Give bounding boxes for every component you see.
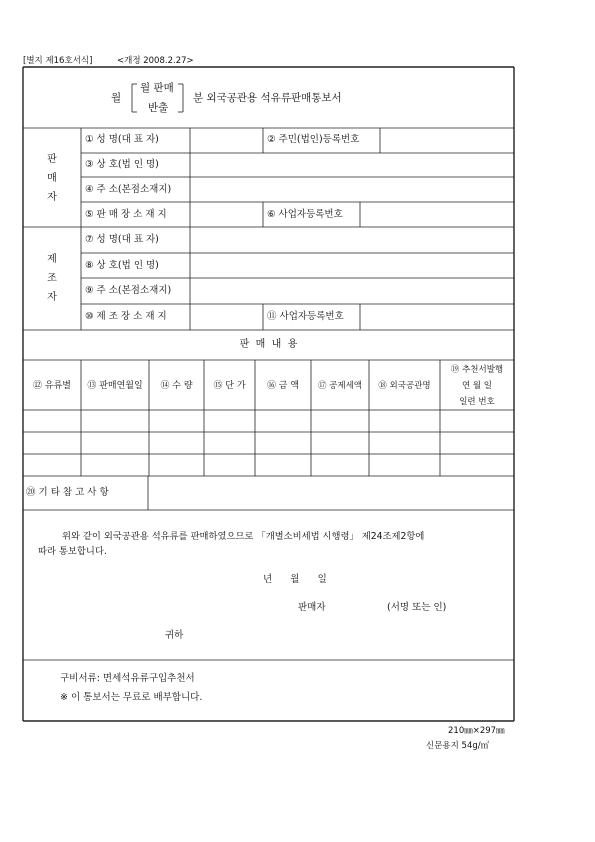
maker-name-label: ⑦ 성 명(대 표 자) — [85, 234, 159, 245]
col-header-recommendation: ⑲ 추천서발행 연 월 일 일련 번호 — [450, 365, 504, 407]
unit-price-cell[interactable] — [206, 414, 253, 428]
col-header-unit-price: ⑮ 단 가 — [213, 381, 246, 391]
seller-reg-field[interactable] — [383, 134, 509, 148]
quantity-cell[interactable] — [151, 414, 202, 428]
unit-price-cell[interactable] — [206, 436, 253, 450]
sign-or-seal-label: (서명 또는 인) — [387, 602, 447, 613]
maker-name-field[interactable] — [193, 234, 509, 248]
oil-type-cell[interactable] — [25, 414, 79, 428]
seller-signature-label: 판매자 — [298, 602, 326, 613]
col-header-quantity: ⑭ 수 량 — [160, 381, 193, 391]
title-month: 월 — [111, 92, 122, 104]
tax-deduction-cell[interactable] — [313, 436, 367, 450]
maker-site-label: ⑩ 제 조 장 소 재 지 — [85, 311, 167, 322]
sale-date-cell[interactable] — [83, 436, 147, 450]
form-number: [별지 제16호서식] — [23, 56, 93, 66]
table-row — [23, 454, 514, 476]
maker-site-field[interactable] — [193, 311, 259, 325]
title-option-ship: 반출 — [148, 102, 169, 114]
seller-site-field[interactable] — [193, 209, 259, 223]
addressee-label: 귀하 — [165, 630, 184, 641]
seller-signature-field[interactable] — [336, 600, 384, 614]
other-notes-field[interactable] — [152, 486, 508, 502]
declaration-line-2: 따라 통보합니다. — [38, 546, 107, 557]
col-header-tax-deduction: ⑰ 공제세액 — [317, 381, 363, 391]
free-distribution-note: ※ 이 통보서는 무료로 배부합니다. — [60, 692, 203, 703]
quantity-cell[interactable] — [151, 436, 202, 450]
seller-name-field[interactable] — [193, 134, 259, 148]
amount-cell[interactable] — [257, 414, 309, 428]
maker-group-label: 제 조 자 — [47, 254, 57, 303]
col-header-sale-date: ⑬ 판매연월일 — [87, 381, 143, 391]
mission-name-cell[interactable] — [371, 436, 438, 450]
maker-bizno-field[interactable] — [363, 311, 509, 325]
col-header-oil-type: ⑫ 유류별 — [33, 381, 71, 391]
seller-company-label: ③ 상 호(법 인 명) — [85, 159, 159, 170]
recommendation-cell[interactable] — [442, 436, 512, 450]
maker-address-field[interactable] — [193, 285, 509, 299]
seller-bizno-label: ⑥ 사업자등록번호 — [267, 209, 343, 220]
form-title: 분 외국공관용 석유류판매통보서 — [193, 92, 342, 104]
other-notes-label: ⑳ 기 타 참 고 사 항 — [26, 487, 109, 498]
title-option-sale: 월 판매 — [140, 82, 174, 94]
seller-company-field[interactable] — [193, 159, 509, 173]
tax-deduction-cell[interactable] — [313, 458, 367, 472]
sale-date-cell[interactable] — [83, 458, 147, 472]
paper-size: 210㎜×297㎜ — [448, 726, 505, 736]
maker-company-label: ⑧ 상 호(법 인 명) — [85, 260, 159, 271]
seller-address-field[interactable] — [193, 184, 509, 198]
oil-type-cell[interactable] — [25, 458, 79, 472]
declaration-line-1: 위와 같이 외국공관용 석유류를 판매하였으므로 「개별소비세법 시행령」 제24조제2항에 — [62, 531, 425, 542]
attachments-note: 구비서류: 면세석유류구입추천서 — [60, 673, 195, 684]
maker-bizno-label: ⑪ 사업자등록번호 — [267, 311, 344, 322]
seller-reg-label: ② 주민(법인)등록번호 — [267, 134, 360, 145]
tax-deduction-cell[interactable] — [313, 414, 367, 428]
mission-name-cell[interactable] — [371, 414, 438, 428]
revision-note: <개정 2008.2.27> — [117, 56, 194, 66]
seller-site-label: ⑤ 판 매 장 소 재 지 — [85, 209, 167, 220]
seller-group-label: 판 매 자 — [47, 154, 57, 203]
seller-address-label: ④ 주 소(본점소재지) — [85, 184, 172, 195]
table-row — [23, 410, 514, 432]
unit-price-cell[interactable] — [206, 458, 253, 472]
sales-section-title: 판 매 내 용 — [239, 339, 298, 350]
amount-cell[interactable] — [257, 458, 309, 472]
seller-name-label: ① 성 명(대 표 자) — [85, 134, 159, 145]
oil-type-cell[interactable] — [25, 436, 79, 450]
sale-date-cell[interactable] — [83, 414, 147, 428]
col-header-mission-name: ⑱ 외국공관명 — [378, 381, 431, 391]
amount-cell[interactable] — [257, 436, 309, 450]
table-row — [23, 432, 514, 454]
mission-name-cell[interactable] — [371, 458, 438, 472]
seller-bizno-field[interactable] — [363, 209, 509, 223]
maker-company-field[interactable] — [193, 260, 509, 274]
col-header-amount: ⑯ 금 액 — [266, 381, 300, 391]
recommendation-cell[interactable] — [442, 458, 512, 472]
recommendation-cell[interactable] — [442, 414, 512, 428]
quantity-cell[interactable] — [151, 458, 202, 472]
declaration-date: 년 월 일 — [263, 574, 327, 585]
paper-type: 신문용지 54g/㎡ — [426, 741, 490, 751]
maker-address-label: ⑨ 주 소(본점소재지) — [85, 285, 172, 296]
